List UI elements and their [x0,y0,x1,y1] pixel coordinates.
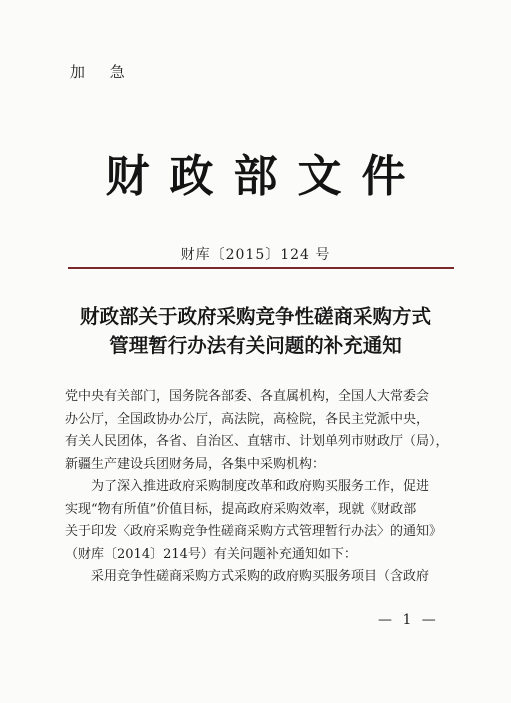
page-number: — 1 — [378,612,439,628]
urgent-label: 加 急 [70,63,135,81]
notice-title-line: 财政部关于政府采购竞争性磋商采购方式 [79,305,431,328]
notice-title [0,302,511,360]
addressee-line: 办公厅，全国政协办公厅，高法院，高检院，各民主党派中央， [65,411,430,427]
paragraph-line: 为了深入推进政府采购制度改革和政府购买服务工作，促进 [91,479,430,494]
paragraph-line: 采用竞争性磋商采购方式采购的政府购买服务项目（含政府 [91,569,430,584]
addressee-line: 党中央有关部门，国务院各部委、各直属机构，全国人大常委会 [65,389,430,404]
letterhead-title: 财政部文件 [105,151,426,202]
paragraph-line: （财库〔2014〕214号）有关问题补充通知如下： [65,546,357,562]
paragraph-line: 实现“物有所值”价值目标，提高政府采购效率，现就《财政部 [65,501,417,517]
addressee-line: 新疆生产建设兵团财务局，各集中采购机构： [65,456,326,472]
document-number: 财库〔2015〕124 号 [180,247,331,263]
notice-title-line: 管理暂行办法有关问题的补充通知 [109,334,402,357]
addressee-line: 有关人民团体，各省、自治区、直辖市、计划单列市财政厅（局）， [65,434,449,449]
paragraph-line: 关于印发〈政府采购竞争性磋商采购方式管理暂行办法〉的通知》 [65,524,443,539]
letterhead-divider [68,267,454,269]
body-text [65,386,450,589]
